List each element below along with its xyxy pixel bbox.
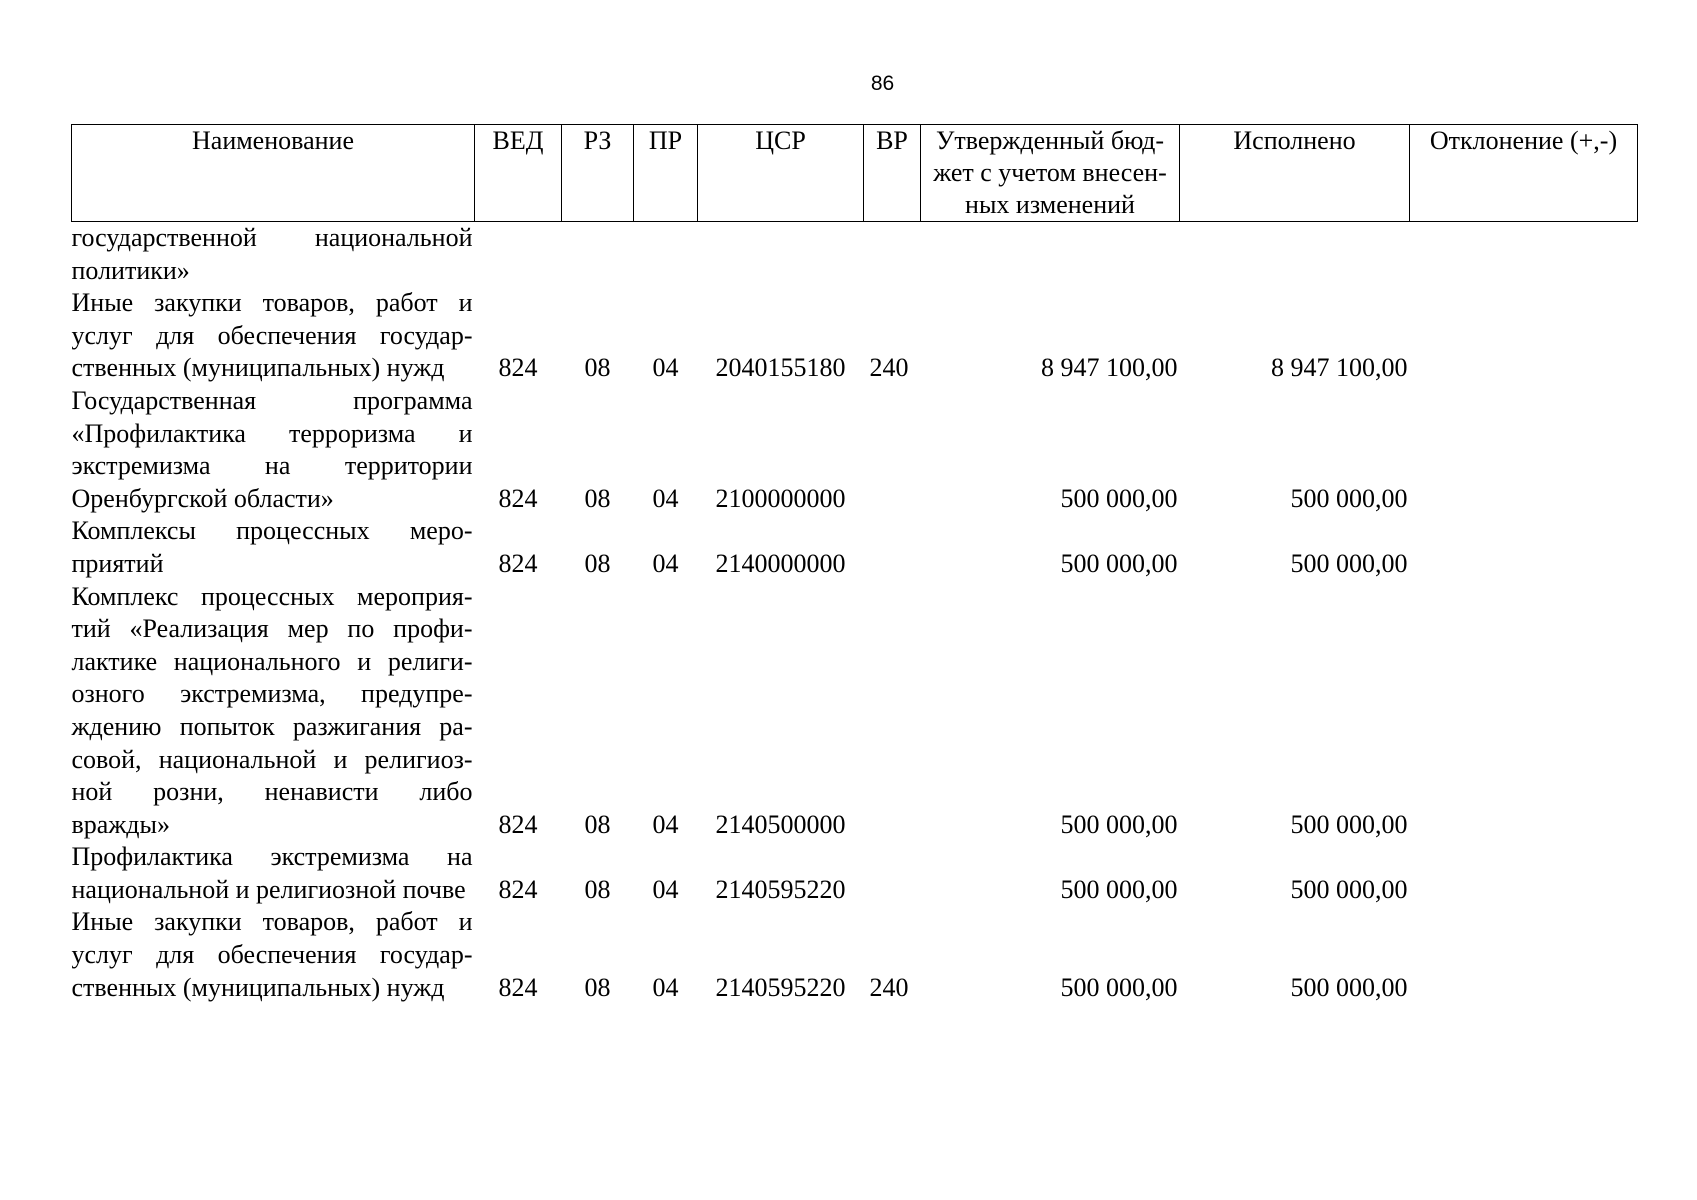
header-approved-budget: Утвержденный бюд-жет с учетом внесен-ных изменений (921, 125, 1180, 222)
cell-name: Иные закупки товаров, работ и услуг для обеспечения государ-ственных (муниципальных) нужд (71, 288, 473, 383)
table-row (72, 385, 1638, 515)
cell-vr: 240 (869, 353, 909, 383)
header-name: Наименование (72, 125, 475, 222)
cell-deviation (1410, 287, 1638, 385)
cell-name: Профилактика экстремизма на национальной и религиозной почве (71, 842, 473, 904)
cell-rz: 08 (584, 972, 611, 1002)
cell-executed: 500 000,00 (1290, 972, 1408, 1002)
cell-name: Комплексы процессных меро-приятий (71, 516, 473, 578)
budget-table (71, 124, 1638, 1004)
cell-rz (562, 222, 634, 288)
table-header-row (72, 125, 1638, 222)
cell-ved: 824 (498, 809, 538, 839)
table-body (72, 222, 1638, 1005)
cell-name: государственной национальной политики» (71, 223, 473, 285)
cell-csr (698, 222, 864, 288)
cell-approved-budget: 8 947 100,00 (1041, 353, 1178, 383)
cell-deviation (1410, 841, 1638, 906)
cell-pr: 04 (652, 874, 679, 904)
cell-approved-budget: 500 000,00 (1060, 483, 1178, 513)
header-ved: ВЕД (475, 125, 562, 222)
cell-csr: 2140500000 (715, 809, 846, 839)
cell-vr (864, 385, 921, 515)
cell-name: Иные закупки товаров, работ и услуг для обеспечения государ-ственных (муниципальных) нужд (71, 907, 473, 1002)
cell-ved: 824 (498, 972, 538, 1002)
cell-executed: 500 000,00 (1290, 874, 1408, 904)
cell-vr (864, 515, 921, 580)
cell-ved: 824 (498, 874, 538, 904)
cell-pr: 04 (652, 353, 679, 383)
cell-csr: 2140595220 (715, 972, 846, 1002)
cell-name: Государственная программа «Профилактика терроризма и экстремизма на территории Оренбургской области» (71, 385, 473, 513)
table-row (72, 222, 1638, 288)
table-row (72, 906, 1638, 1004)
cell-approved-budget: 500 000,00 (1060, 548, 1178, 578)
cell-deviation (1410, 581, 1638, 842)
cell-approved-budget (921, 222, 1180, 288)
cell-executed: 500 000,00 (1290, 483, 1408, 513)
cell-approved-budget: 500 000,00 (1060, 972, 1178, 1002)
cell-pr: 04 (652, 548, 679, 578)
table-row (72, 581, 1638, 842)
cell-ved: 824 (498, 353, 538, 383)
cell-rz: 08 (584, 353, 611, 383)
cell-ved (475, 222, 562, 288)
cell-rz: 08 (584, 548, 611, 578)
cell-pr: 04 (652, 809, 679, 839)
cell-executed: 500 000,00 (1290, 809, 1408, 839)
header-deviation: Отклонение (+,-) (1410, 125, 1638, 222)
cell-rz: 08 (584, 809, 611, 839)
cell-pr (634, 222, 698, 288)
table-row (72, 841, 1638, 906)
cell-csr: 2040155180 (715, 353, 846, 383)
cell-deviation (1410, 515, 1638, 580)
cell-vr (864, 841, 921, 906)
cell-pr: 04 (652, 972, 679, 1002)
header-pr: ПР (634, 125, 698, 222)
cell-name: Комплекс процессных мероприя-тий «Реализация мер по профи-лактике национального и религи-озного экстремизма, предупре-ждению попыток разжигания ра-совой, национальной и религиоз-ной розни, ненависти либо вражды» (71, 581, 473, 839)
table-row (72, 515, 1638, 580)
header-csr: ЦСР (698, 125, 864, 222)
cell-deviation (1410, 906, 1638, 1004)
header-executed: Исполнено (1180, 125, 1410, 222)
cell-csr: 2140000000 (715, 548, 846, 578)
cell-csr: 2140595220 (715, 874, 846, 904)
cell-deviation (1410, 385, 1638, 515)
page-number: 86 (870, 72, 895, 95)
cell-vr (864, 581, 921, 842)
header-rz: РЗ (562, 125, 634, 222)
cell-csr: 2100000000 (715, 483, 846, 513)
cell-executed: 500 000,00 (1290, 548, 1408, 578)
cell-approved-budget: 500 000,00 (1060, 874, 1178, 904)
cell-vr (864, 222, 921, 288)
cell-pr: 04 (652, 483, 679, 513)
cell-rz: 08 (584, 483, 611, 513)
cell-ved: 824 (498, 548, 538, 578)
cell-deviation (1410, 222, 1638, 288)
cell-approved-budget: 500 000,00 (1060, 809, 1178, 839)
cell-vr: 240 (869, 972, 909, 1002)
cell-ved: 824 (498, 483, 538, 513)
header-vr: ВР (864, 125, 921, 222)
cell-rz: 08 (584, 874, 611, 904)
cell-executed (1180, 222, 1410, 288)
table-row (72, 287, 1638, 385)
cell-executed: 8 947 100,00 (1271, 353, 1408, 383)
